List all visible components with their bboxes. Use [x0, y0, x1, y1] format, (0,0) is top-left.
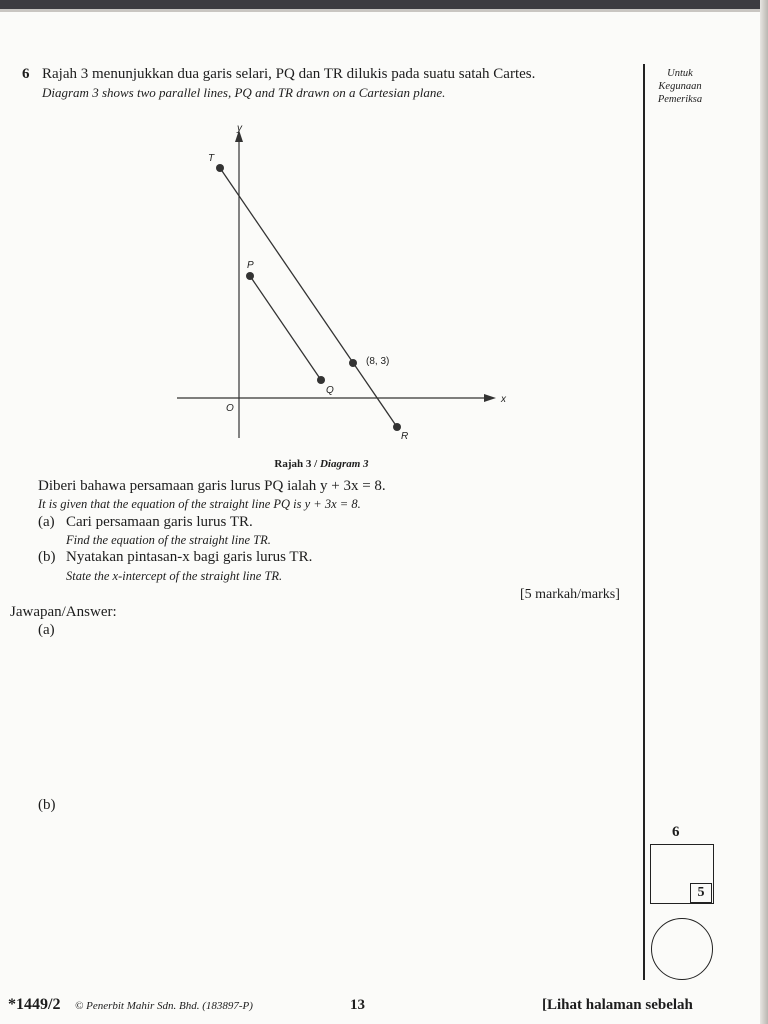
page-right-edge [760, 0, 768, 1024]
part-a-label: (a) [38, 514, 55, 530]
point-p [246, 272, 254, 280]
cartesian-diagram [150, 110, 530, 450]
point-8-3 [349, 359, 357, 367]
mark-box-question-number: 6 [672, 824, 680, 840]
answer-label: Jawapan/Answer: [10, 604, 117, 620]
question-text-malay: Rajah 3 menunjukkan dua garis selari, PQ dan TR dilukis pada suatu satah Cartes. [42, 66, 536, 82]
x-axis-arrow [484, 394, 496, 402]
part-a-malay: Cari persamaan garis lurus TR. [66, 514, 253, 530]
caption-english: Diagram 3 [319, 458, 369, 470]
origin-label: O [226, 403, 234, 414]
part-b-english: State the x-intercept of the straight line TR. [66, 569, 283, 583]
answer-part-a-label: (a) [38, 622, 55, 638]
point-q-label: Q [326, 385, 334, 396]
caption-malay: Rajah 3 [274, 458, 312, 470]
mark-box-total: 5 [690, 883, 712, 903]
point-q [317, 376, 325, 384]
page-top-shadow [0, 9, 768, 12]
margin-label-line-3: Pemeriksa [657, 94, 703, 105]
point-t [216, 164, 224, 172]
footer-copyright: © Penerbit Mahir Sdn. Bhd. (183897-P) [75, 1000, 253, 1012]
mark-circle [651, 918, 713, 980]
point-p-label: P [247, 260, 254, 271]
marks-label: [5 markah/marks] [520, 587, 620, 602]
point-r-label: R [401, 431, 409, 442]
given-malay: Diberi bahawa persamaan garis lurus PQ ialah y + 3x = 8. [38, 478, 386, 494]
answer-part-b-label: (b) [38, 797, 56, 813]
footer-page-number: 13 [350, 997, 365, 1013]
margin-label-line-1: Untuk [667, 68, 693, 79]
point-r [393, 423, 401, 431]
question-number: 6 [22, 66, 30, 82]
page-top-edge [0, 0, 768, 9]
line-tr [220, 168, 397, 427]
coordinate-label: (8, 3) [366, 356, 390, 367]
examiner-margin-line [643, 64, 645, 980]
footer-next-page: [Lihat halaman sebelah [542, 997, 693, 1013]
point-t-label: T [208, 153, 215, 164]
part-b-malay: Nyatakan pintasan-x bagi garis lurus TR. [66, 549, 313, 565]
question-text-english: Diagram 3 shows two parallel lines, PQ and TR drawn on a Cartesian plane. [42, 85, 446, 100]
given-english: It is given that the equation of the straight line PQ is y + 3x = 8. [38, 497, 361, 511]
x-axis-label: x [501, 394, 506, 405]
line-pq [250, 276, 321, 380]
part-b-label: (b) [38, 549, 56, 565]
examiner-margin-label [648, 67, 712, 106]
diagram-caption [0, 458, 643, 470]
part-a-english: Find the equation of the straight line TR. [66, 533, 271, 547]
y-axis-label: y [237, 123, 242, 134]
margin-label-line-2: Kegunaan [658, 81, 702, 92]
footer-paper-code: *1449/2 [8, 996, 61, 1013]
caption-separator: / [311, 458, 320, 470]
